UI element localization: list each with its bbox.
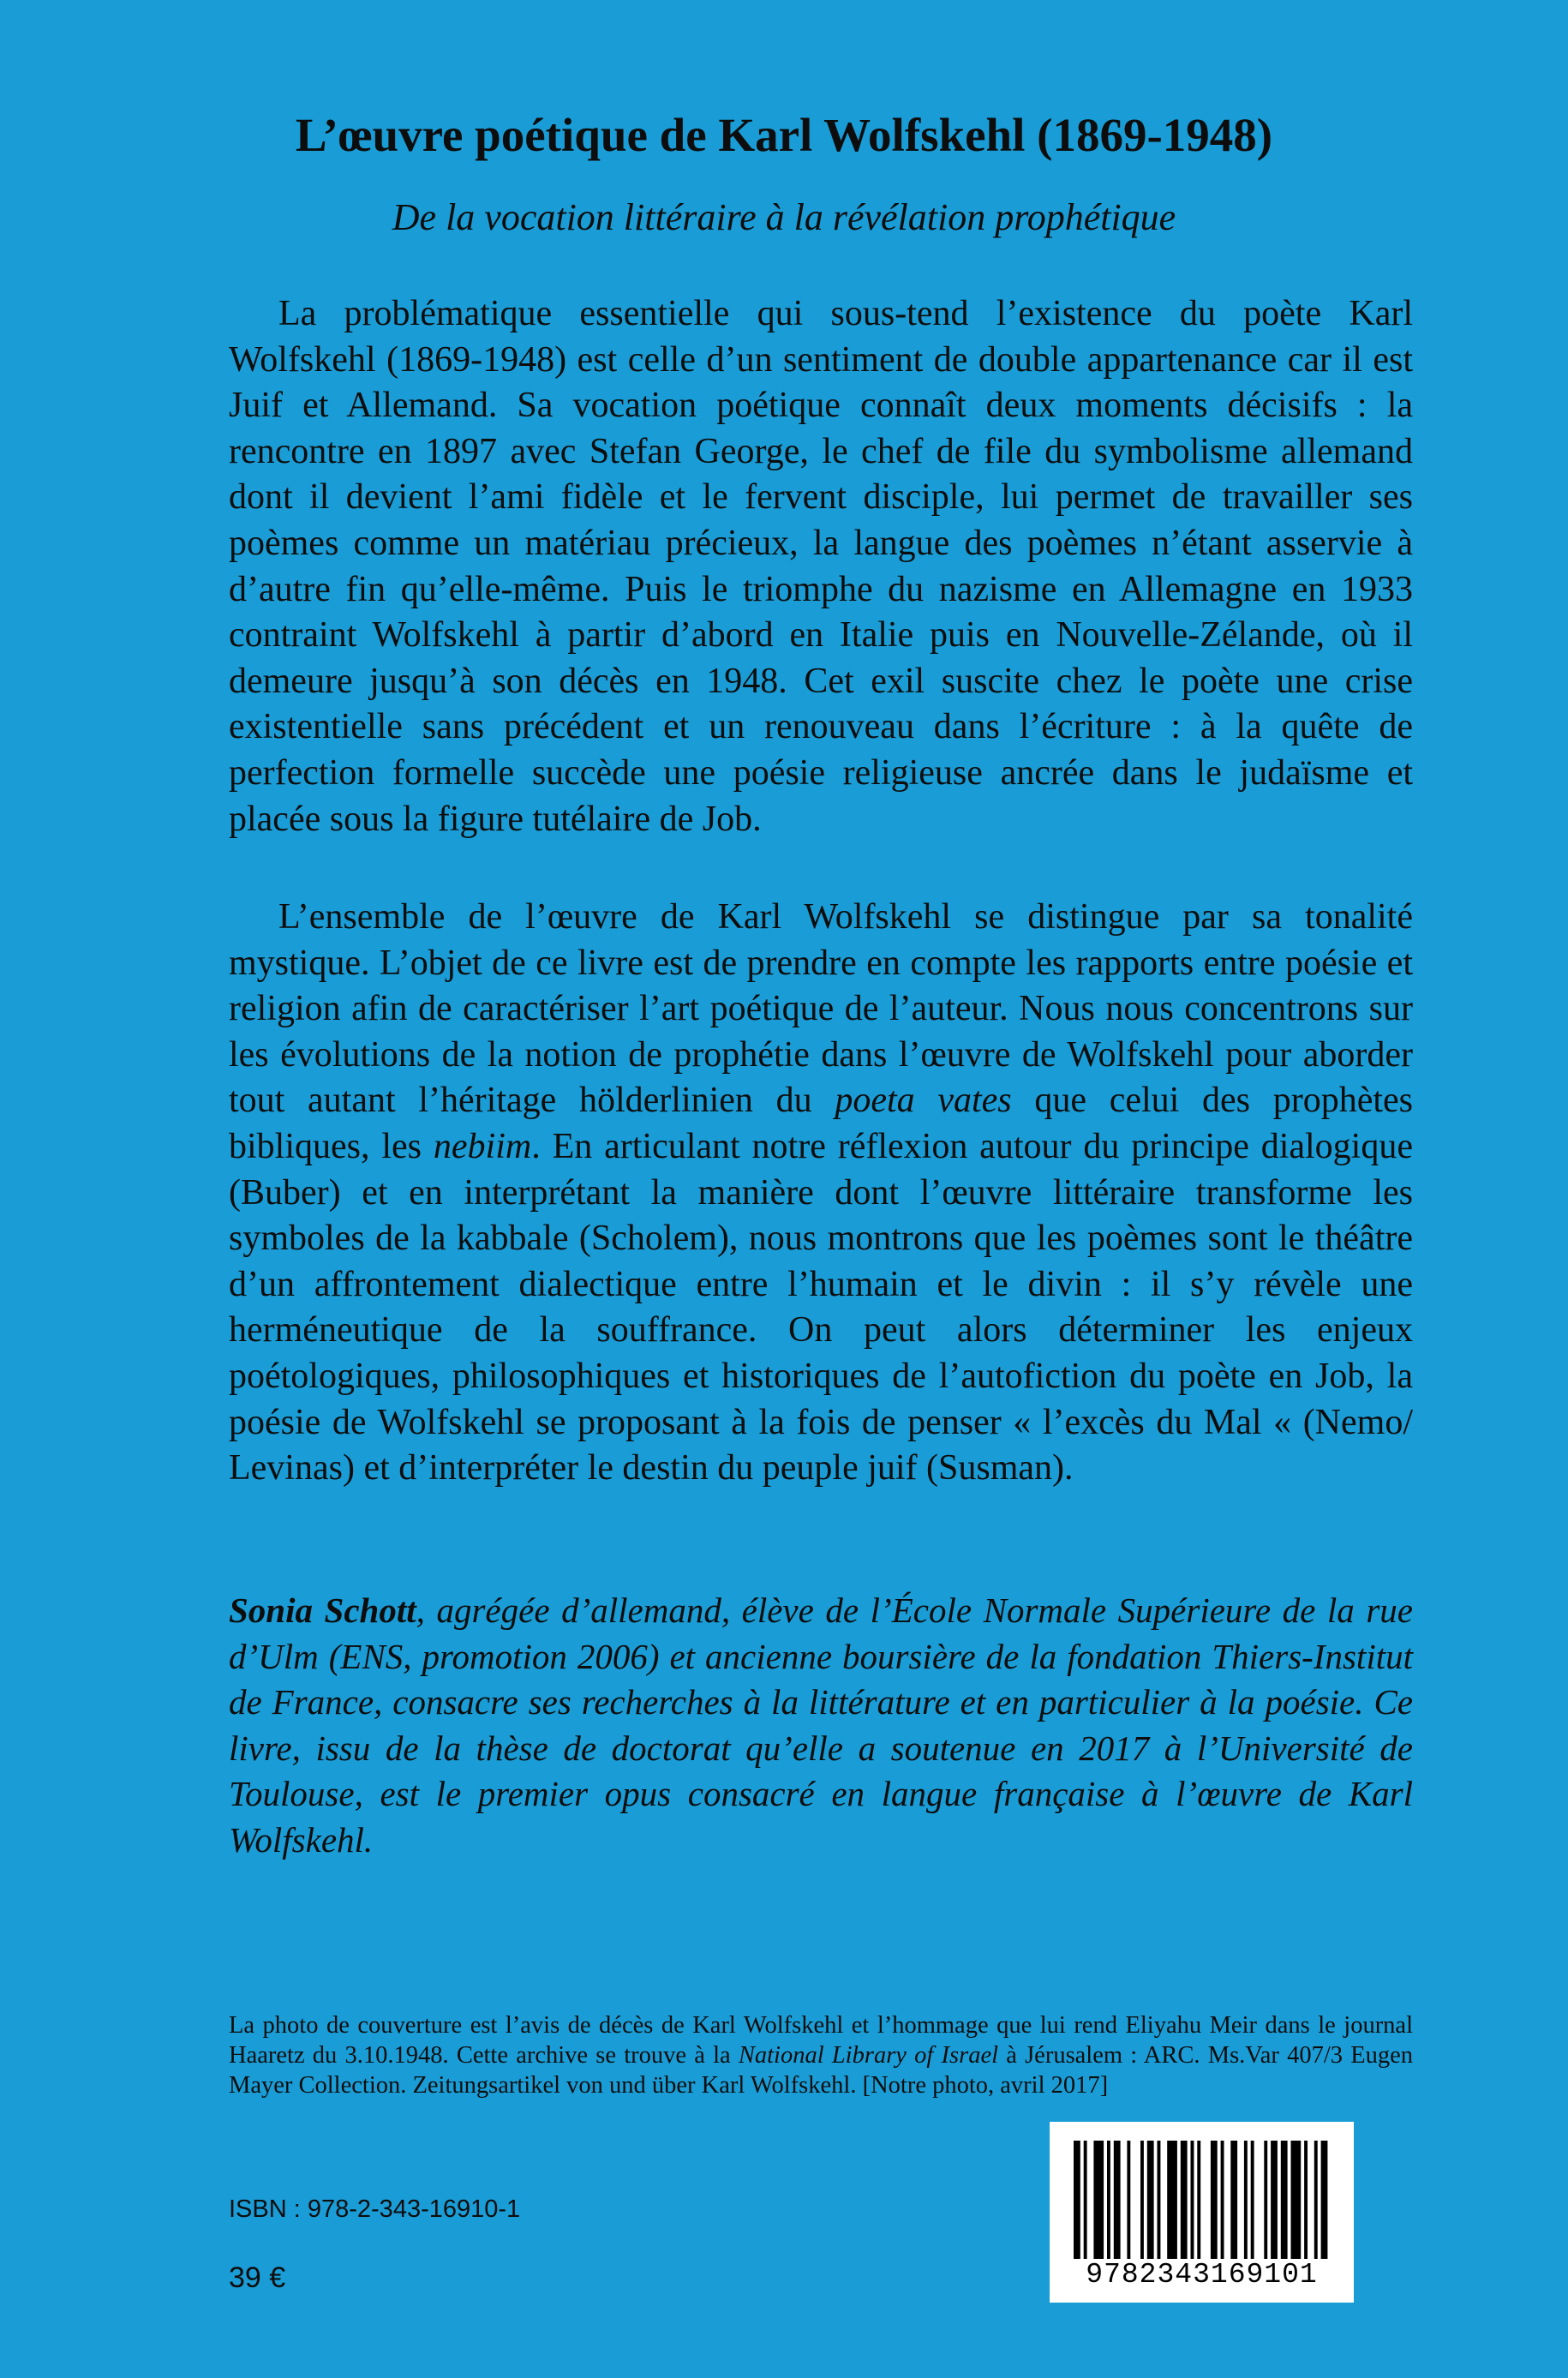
barcode: [1050, 2122, 1354, 2303]
barcode-bar: [1321, 2141, 1328, 2259]
summary-paragraph-1: La problématique essentielle qui sous-tend l’existence du poète Karl Wolfskehl (1869-1948) est celle d’un sentiment de double appartenance car il est Juif et Allemand. Sa vocation poétique connaît deux moments décisifs : la rencontre en 1897 avec Stefan George, le chef de file du symbolisme allemand dont il devient l’ami fidèle et le fervent disciple, lui permet de travailler ses poèmes comme un matériau précieux, la langue des poèmes n’étant asservie à d’autre fin qu’elle-même. Puis le triomphe du nazisme en Allemagne en 1933 contraint Wolfskehl à partir d’abord en Italie puis en Nouvelle-Zélande, où il demeure jusqu’à son décès en 1948. Cet exil suscite chez le poète une crise existentielle sans précédent et un renouveau dans l’écriture : à la quête de perfection formelle succède une poésie religieuse ancrée dans le judaïsme et placée sous la figure tutélaire de Job.: [229, 294, 1413, 839]
barcode-bar: [1221, 2141, 1224, 2259]
barcode-bar: [1114, 2141, 1121, 2259]
barcode-bar: [1244, 2141, 1248, 2259]
photo-credit: [229, 2010, 1413, 2100]
barcode-bar: [1093, 2141, 1104, 2259]
summary-text: que celui des prophètes bibliques, les: [229, 1081, 1413, 1166]
author-bio-text: , agrégée d’allemand, élève de l’École Normale Supérieure de la rue d’Ulm (ENS, promotion 2006) et ancienne boursière de la fondation Thiers-Institut de France, consacre ses recherches à la littérature et en particulier à la poésie. Ce livre, issu de la thèse de doctorat qu’elle a soutenue en 2017 à l’Université de Toulouse, est le premier opus consacré en langue française à l’œuvre de Karl Wolfskehl.: [229, 1590, 1413, 1860]
summary-paragraph-2: [229, 895, 1413, 1492]
photo-credit-text: à Jérusalem : ARC. Ms.Var 407/3 Eugen Mayer Collection. Zeitungsartikel von und über Karl Wolfskehl. [Notre photo, avril 2017]: [229, 2042, 1413, 2099]
barcode-bar: [1264, 2141, 1267, 2259]
barcode-bar: [1197, 2141, 1200, 2259]
author-bio: [229, 1588, 1413, 1863]
barcode-bar: [1181, 2141, 1188, 2259]
barcode-bar: [1230, 2141, 1237, 2259]
summary-text: . En articulant notre réflexion autour du principe dialogique (Buber) et en interprétant la manière dont l’œuvre littéraire transforme les symboles de la kabbale (Scholem), nous montrons que les poèmes sont le théâtre d’un affrontement dialectique entre l’humain et le divin : il s’y révèle une herméneutique de la souffrance. On peut alors déterminer les enjeux poétologiques, philosophiques et historiques de l’autofiction du poète en Job, la poésie de Wolfskehl se proposant à la fois de penser « l’excès du Mal « (Nemo/ Levinas) et d’interpréter le destin du peuple juif (Susman).: [229, 1126, 1413, 1488]
barcode-bar: [1291, 2141, 1302, 2259]
barcode-bar: [1158, 2141, 1161, 2259]
barcode-digits: 9782343169101: [1086, 2259, 1318, 2291]
photo-credit-text: La photo de couverture est l’avis de décès de Karl Wolfskehl et l’hommage que lui rend Eliyahu Meir dans le journal Haaretz du 3.10.1948. Cette archive se trouve à la: [229, 2012, 1413, 2069]
library-name: National Library of Israel: [738, 2042, 999, 2069]
barcode-bar: [1191, 2141, 1194, 2259]
barcode-bar: [1251, 2141, 1254, 2259]
summary-text: L’ensemble de l’œuvre de Karl Wolfskehl se distingue par sa tonalité mystique. L’objet de ce livre est de prendre en compte les rapports entre poésie et religion afin de caractériser l’art poétique de l’auteur. Nous nous concentrons sur les évolutions de la notion de prophétie dans l’œuvre de Wolfskehl pour aborder tout autant l’héritage hölderlinien du: [229, 897, 1413, 1121]
barcode-bar: [1304, 2141, 1308, 2259]
price: 39 €: [229, 2261, 286, 2294]
nebiim-term: nebiim: [433, 1126, 532, 1166]
book-subtitle: De la vocation littéraire à la révélation prophétique: [392, 196, 1176, 238]
barcode-bar: [1271, 2141, 1278, 2259]
barcode-bar: [1074, 2141, 1080, 2259]
barcode-bar: [1281, 2141, 1288, 2259]
barcode-bar: [1127, 2141, 1130, 2259]
barcode-bar: [1084, 2141, 1087, 2259]
barcode-bar: [1147, 2141, 1154, 2259]
barcode-bar: [1167, 2141, 1177, 2259]
barcode-bar: [1314, 2141, 1318, 2259]
author-name: Sonia Schott: [229, 1590, 416, 1630]
isbn: ISBN : 978-2-343-16910-1: [229, 2195, 521, 2223]
barcode-bar: [1107, 2141, 1110, 2259]
poeta-vates-term: poeta vates: [835, 1081, 1012, 1121]
barcode-bar: [1211, 2141, 1218, 2259]
book-title: L’œuvre poétique de Karl Wolfskehl (1869-1948): [295, 109, 1273, 161]
barcode-bar: [1140, 2141, 1144, 2259]
